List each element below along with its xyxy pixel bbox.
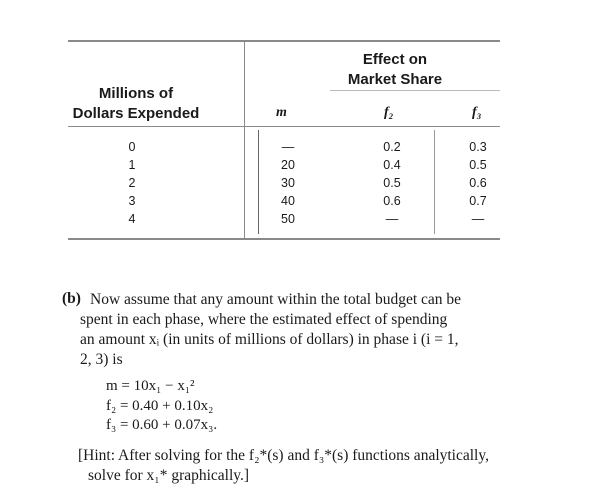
f3-cell: — (471, 212, 485, 226)
table-column-divider (244, 42, 245, 238)
effect-underline (330, 90, 500, 91)
table-top-rule (68, 40, 500, 42)
f2-cell: 0.2 (383, 140, 401, 154)
money-cell: 4 (128, 212, 136, 226)
f2-cell: 0.4 (383, 158, 401, 172)
money-cell: 3 (128, 194, 136, 208)
m-column-left-bar (258, 130, 259, 234)
f3-cell: 0.6 (469, 176, 487, 190)
money-header-line2: Dollars Expended (72, 105, 200, 122)
money-header (70, 84, 202, 124)
money-cell: 2 (128, 176, 136, 190)
f3-column-left-bar (434, 130, 435, 234)
f3-column-header: f₃ (472, 105, 482, 120)
f2-column-header: f₂ (384, 105, 394, 120)
part-b-line4: 2, 3) is (80, 351, 123, 368)
f3-cell: 0.3 (469, 140, 487, 154)
m-cell: 20 (281, 158, 295, 172)
money-cell: 0 (128, 140, 136, 154)
f2-cell: — (385, 212, 399, 226)
m-cell: — (281, 140, 295, 154)
equation-f3: f₃ = 0.60 + 0.07x₃. (106, 417, 218, 433)
equation-m: m = 10x₁ − x₁² (106, 378, 195, 394)
f2-cell: 0.6 (383, 194, 401, 208)
equation-f2: f₂ = 0.40 + 0.10x₂ (106, 398, 214, 414)
m-cell: 30 (281, 176, 295, 190)
f3-cell: 0.7 (469, 194, 487, 208)
money-header-line1: Millions of (98, 85, 174, 102)
m-column-header: m (276, 105, 287, 120)
f2-cell: 0.5 (383, 176, 401, 190)
part-b-line2: spent in each phase, where the estimated effect of spending (80, 311, 448, 328)
part-b-line1: Now assume that any amount within the total budget can be (90, 291, 462, 308)
money-cell: 1 (128, 158, 136, 172)
f3-cell: 0.5 (469, 158, 487, 172)
part-b-label: (b) (62, 290, 81, 307)
hint-line1: [Hint: After solving for the f₂*(s) and f₃*(s) functions analytically, (78, 447, 489, 464)
table-bottom-rule (68, 238, 500, 240)
m-cell: 50 (281, 212, 295, 226)
table-header-rule (68, 126, 500, 127)
effect-header-line2: Market Share (347, 71, 443, 88)
effect-header-line1: Effect on (362, 51, 428, 68)
effect-header (330, 50, 460, 90)
m-cell: 40 (281, 194, 295, 208)
part-b-line3: an amount xᵢ (in units of millions of dollars) in phase i (i = 1, (80, 331, 459, 348)
hint-line2: solve for x₁* graphically.] (88, 467, 250, 484)
